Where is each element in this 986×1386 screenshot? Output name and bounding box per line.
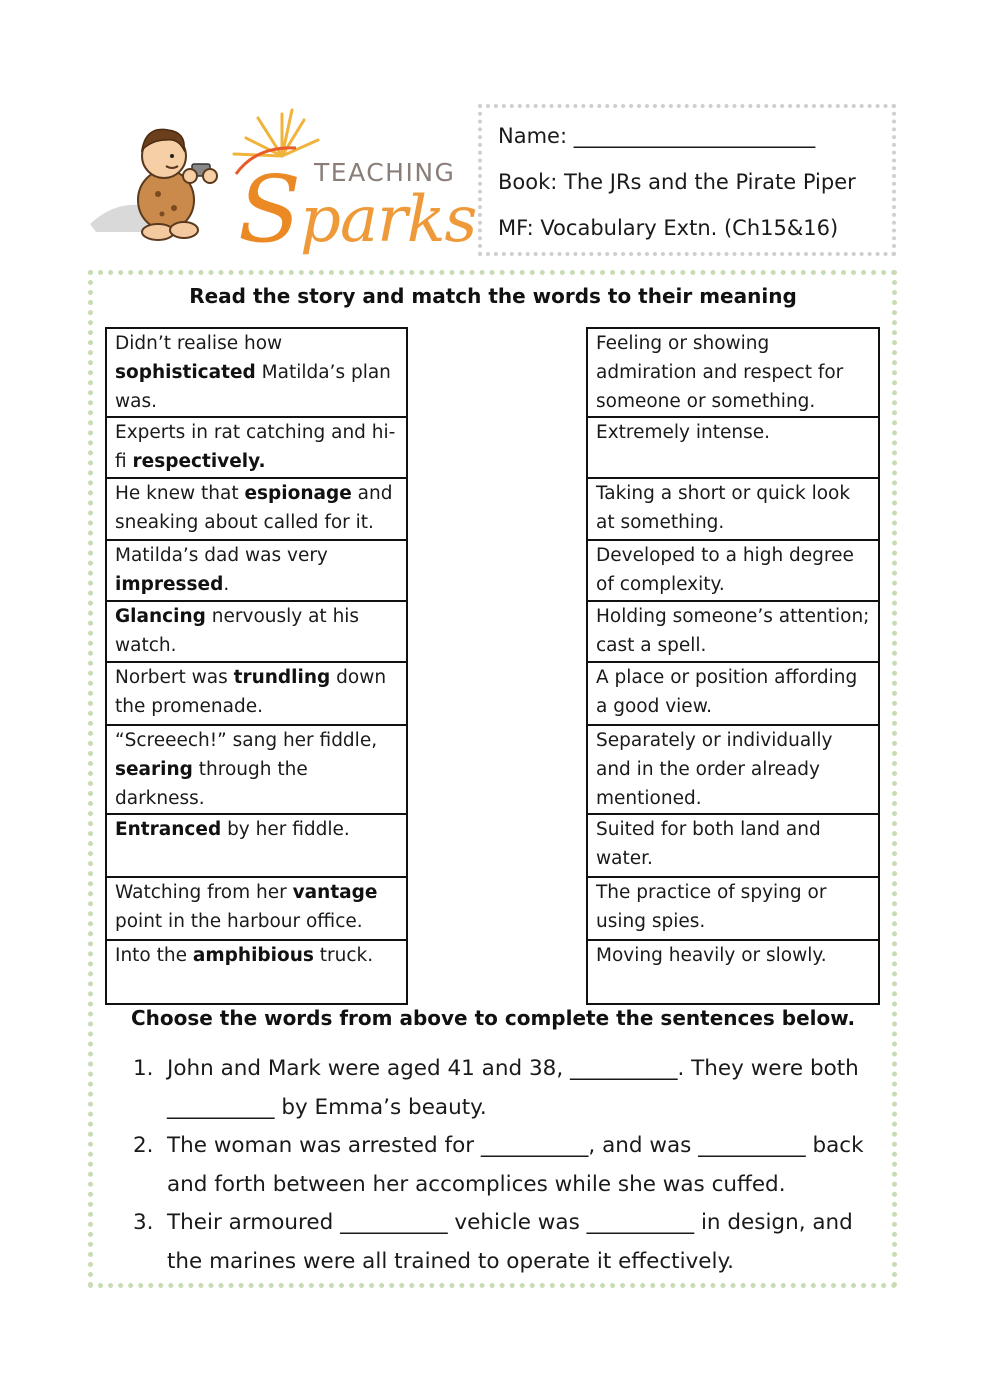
meaning-cell[interactable]: Separately or individually and in the order already mentioned. [587, 725, 879, 814]
sentence-item[interactable] [133, 1204, 878, 1281]
excerpt-cell[interactable]: Watching from her vantage point in the harbour office. [106, 877, 407, 940]
sentence-number: 3. [133, 1210, 154, 1235]
match-instruction: Read the story and match the words to their meaning [189, 284, 797, 308]
sentence-text: John and Mark were aged 41 and 38, __________. They were both __________ by Emma’s beauty. [167, 1056, 859, 1120]
vocab-word: Entranced [115, 819, 222, 840]
meaning-cell[interactable]: Holding someone’s attention; cast a spell. [587, 601, 879, 662]
vocab-word: amphibious [192, 945, 314, 966]
meaning-cell[interactable]: Extremely intense. [587, 417, 879, 478]
logo-sparks-initial: S [238, 156, 301, 263]
meaning-cell[interactable]: Moving heavily or slowly. [587, 940, 879, 1004]
excerpt-cell[interactable]: Norbert was trundling down the promenade. [106, 662, 407, 725]
logo-sparks-rest: parks [300, 183, 477, 257]
excerpt-cell[interactable]: Didn’t realise how sophisticated Matilda’s plan was. [106, 328, 407, 417]
sentence-item[interactable] [133, 1127, 878, 1204]
vocab-word: espionage [244, 483, 352, 504]
meaning-cell[interactable]: A place or position affording a good view. [587, 662, 879, 725]
book-title-line: Book: The JRs and the Pirate Piper [498, 170, 856, 194]
meaning-cell[interactable]: Suited for both land and water. [587, 814, 879, 877]
excerpt-cell[interactable]: He knew that espionage and sneaking about called for it. [106, 478, 407, 540]
excerpt-cell[interactable]: “Screeech!” sang her fiddle, searing through the darkness. [106, 725, 407, 814]
meaning-cell[interactable]: Developed to a high degree of complexity. [587, 540, 879, 601]
sentence-number: 1. [133, 1056, 154, 1081]
logo-text-sparks [238, 156, 477, 263]
meaning-cell[interactable]: The practice of spying or using spies. [587, 877, 879, 940]
meanings-table [586, 327, 880, 1005]
vocab-word: impressed [115, 574, 224, 595]
worksheet-info-box [478, 104, 896, 256]
vocab-word: Glancing [115, 606, 206, 627]
fill-in-sentences-list [133, 1050, 878, 1281]
sentence-number: 2. [133, 1133, 154, 1158]
excerpt-cell[interactable]: Glancing nervously at his watch. [106, 601, 407, 662]
vocab-word: vantage [292, 882, 378, 903]
sentences-instruction: Choose the words from above to complete the sentences below. [130, 1006, 856, 1030]
sentence-item[interactable] [133, 1050, 878, 1127]
excerpt-cell[interactable]: Matilda’s dad was very impressed. [106, 540, 407, 601]
sentence-text: The woman was arrested for __________, and was __________ back and forth between her accomplices while she was cuffed. [167, 1133, 864, 1197]
story-excerpts-table [105, 327, 408, 1005]
vocab-word: searing [115, 759, 193, 780]
vocab-word: trundling [233, 667, 331, 688]
meaning-cell[interactable]: Taking a short or quick look at something. [587, 478, 879, 540]
meaning-cell[interactable]: Feeling or showing admiration and respect for someone or something. [587, 328, 879, 417]
sentence-text: Their armoured __________ vehicle was __________ in design, and the marines were all trained to operate it effectively. [167, 1210, 853, 1274]
module-line: MF: Vocabulary Extn. (Ch15&16) [498, 216, 839, 240]
excerpt-cell[interactable]: Experts in rat catching and hi-fi respectively. [106, 417, 407, 478]
name-field-line[interactable]: Name: _______________________ [498, 124, 816, 148]
vocab-word: respectively. [132, 451, 266, 472]
excerpt-cell[interactable]: Entranced by her fiddle. [106, 814, 407, 877]
teaching-sparks-logo [86, 104, 477, 263]
vocab-word: sophisticated [115, 362, 256, 383]
logo-text-teaching: TEACHING [314, 158, 456, 187]
excerpt-cell[interactable]: Into the amphibious truck. [106, 940, 407, 1004]
